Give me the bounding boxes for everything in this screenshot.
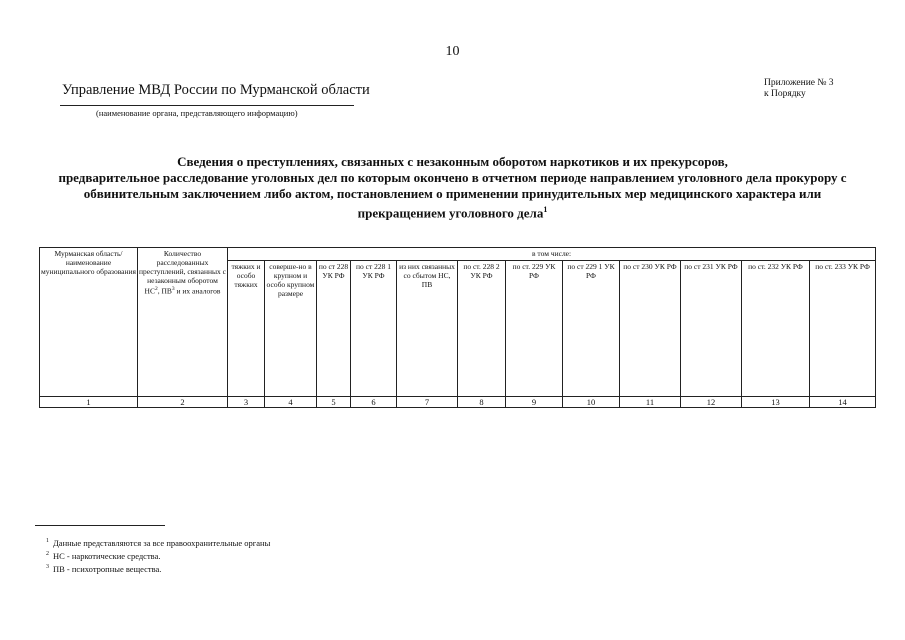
- subheader-sale-related: из них связанных со сбытом НС, ПВ: [397, 261, 458, 397]
- footnote-mark: 2: [46, 550, 49, 557]
- organization-name: Управление МВД России по Мурманской области: [62, 82, 370, 98]
- subheader-large-scale: соверше-но в крупном и особо крупном размере: [265, 261, 317, 397]
- subheader-art-233: по ст. 233 УК РФ: [810, 261, 876, 397]
- appendix-line-1: Приложение № 3: [764, 78, 834, 88]
- footnote-text: НС - наркотические средства.: [53, 550, 161, 561]
- footnotes: [46, 536, 270, 574]
- subheader-grave: тяжких и особо тяжких: [228, 261, 265, 397]
- column-number: 13: [742, 397, 810, 408]
- subheader-art-230: по ст 230 УК РФ: [620, 261, 681, 397]
- column-number: 7: [397, 397, 458, 408]
- column-number: 2: [138, 397, 228, 408]
- subheader-art-232: по ст. 232 УК РФ: [742, 261, 810, 397]
- report-table: [39, 247, 876, 408]
- column-number: 8: [458, 397, 506, 408]
- header-analogs-text: и их аналогов: [174, 286, 221, 296]
- column-number: 3: [228, 397, 265, 408]
- column-number: 9: [506, 397, 563, 408]
- footnote-separator: [35, 525, 165, 526]
- title-line-2: предварительное расследование уголовных дел по которым окончено в отчетном периоде направлением уголовного дела прокурору с: [58, 170, 847, 185]
- subheader-art-228-1: по ст 228 1 УК РФ: [351, 261, 397, 397]
- footnote-item: [46, 562, 270, 575]
- title-line-4: [30, 202, 875, 221]
- header-total-crimes: [138, 248, 228, 397]
- title-line-3: обвинительным заключением либо актом, постановлением о применении принудительных мер медицинского характера или: [83, 186, 822, 201]
- footnote-item: [46, 549, 270, 562]
- header-pv-text: , ПВ: [157, 286, 172, 296]
- title-line-1: Сведения о преступлениях, связанных с незаконным оборотом наркотиков и их прекурсоров,: [177, 154, 728, 169]
- column-number: 5: [317, 397, 351, 408]
- page-number: 10: [445, 44, 460, 59]
- subheader-art-229: по ст. 229 УК РФ: [506, 261, 563, 397]
- header-total-crimes-text: Количество расследованных преступлений, связанных с незаконным оборотом НС: [139, 249, 226, 296]
- footnote-text: Данные представляются за все правоохранительные органы: [53, 537, 271, 548]
- document-title: [30, 154, 875, 221]
- subheader-art-231: по ст 231 УК РФ: [681, 261, 742, 397]
- appendix-line-2: к Порядку: [764, 89, 806, 99]
- subheader-art-229-1: по ст 229 1 УК РФ: [563, 261, 620, 397]
- footnote-item: [46, 536, 270, 549]
- column-number: 1: [40, 397, 138, 408]
- column-number: 12: [681, 397, 742, 408]
- header-including-group: в том числе:: [228, 248, 876, 261]
- header-pv-footnote-mark: 3: [171, 286, 175, 292]
- organization-caption: (наименование органа, представляющего информацию): [96, 108, 298, 118]
- header-ns-footnote-mark: 2: [154, 286, 158, 292]
- appendix-note: [764, 78, 834, 100]
- title-footnote-mark: 1: [543, 205, 548, 214]
- column-number: 11: [620, 397, 681, 408]
- footnote-text: ПВ - психотропные вещества.: [53, 563, 162, 574]
- footnote-mark: 3: [46, 563, 49, 570]
- column-number: 14: [810, 397, 876, 408]
- subheader-art-228-2: по ст. 228 2 УК РФ: [458, 261, 506, 397]
- column-number: 4: [265, 397, 317, 408]
- subheader-art-228: по ст 228 УК РФ: [317, 261, 351, 397]
- column-number-row: [40, 397, 876, 408]
- title-line-4-text: прекращением уголовного дела: [357, 205, 544, 221]
- column-number: 6: [351, 397, 397, 408]
- header-municipality: Мурманская область/ наименование муниципального образования: [40, 248, 138, 397]
- footnote-mark: 1: [46, 538, 49, 544]
- column-number: 10: [563, 397, 620, 408]
- table-header-row: [40, 248, 876, 261]
- organization-underline: [60, 105, 354, 106]
